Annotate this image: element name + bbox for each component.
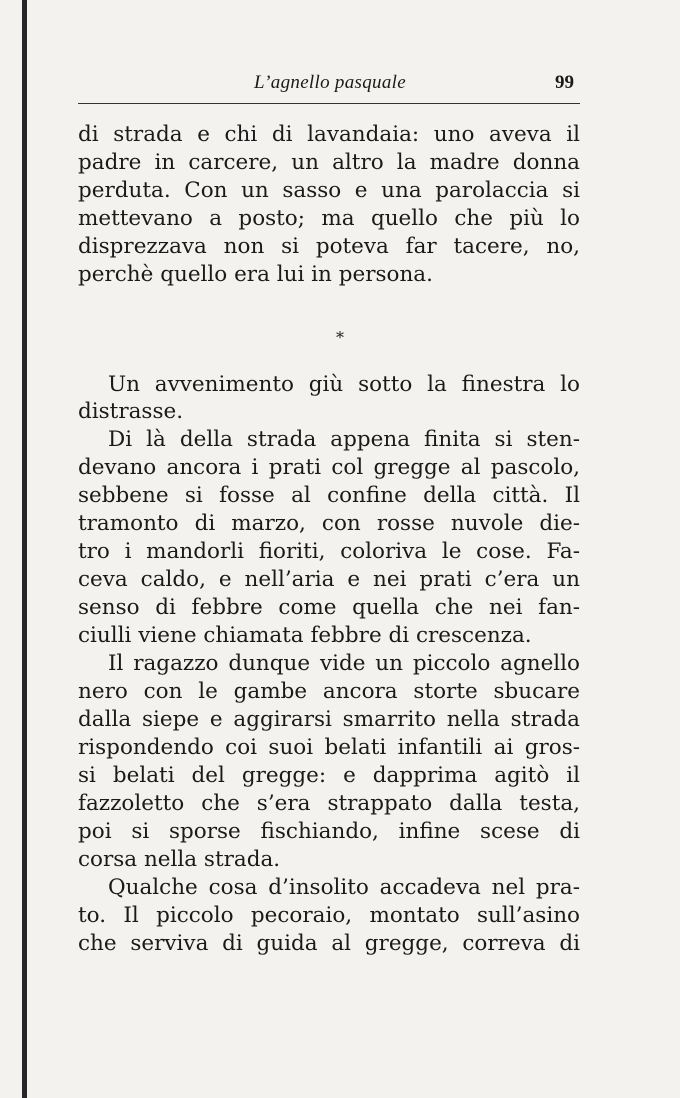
text-line: poi si sporse fischiando, infine scese di — [78, 819, 580, 844]
text-line: di strada e chi di lavandaia: uno aveva il — [78, 122, 580, 147]
text-line: sebbene si fosse al confine della città. Il — [78, 483, 580, 508]
text-line: Qualche cosa d’insolito accadeva nel pra- — [108, 875, 580, 900]
text-line: ceva caldo, e nell’aria e nei prati c’era un — [78, 567, 580, 592]
text-line: tro i mandorli fioriti, coloriva le cose. Fa- — [78, 539, 580, 564]
text-line: corsa nella strada. — [78, 847, 281, 872]
text-line: nero con le gambe ancora storte sbucare — [78, 679, 580, 704]
text-line: devano ancora i prati col gregge al pascolo, — [78, 455, 580, 480]
text-line: mettevano a posto; ma quello che più lo — [78, 206, 580, 231]
text-line: padre in carcere, un altro la madre donna — [78, 150, 580, 175]
page-header — [78, 68, 580, 108]
page-binding-edge — [22, 0, 27, 1098]
text-line: distrasse. — [78, 399, 184, 424]
section-separator: * — [336, 328, 344, 347]
text-line: Il ragazzo dunque vide un piccolo agnello — [108, 651, 580, 676]
text-line: che serviva di guida al gregge, correva di — [78, 931, 580, 956]
header-rule — [78, 103, 580, 104]
text-line: Un avvenimento giù sotto la finestra lo — [108, 372, 580, 397]
text-line: fazzoletto che s’era strappato dalla testa, — [78, 791, 580, 816]
text-line: rispondendo coi suoi belati infantili ai gros- — [78, 735, 580, 760]
text-line: senso di febbre come quella che nei fan- — [78, 595, 580, 620]
text-line: disprezzava non si poteva far tacere, no, — [78, 234, 580, 259]
text-line: to. Il piccolo pecoraio, montato sull’asino — [78, 903, 580, 928]
text-line: Di là della strada appena finita si sten- — [108, 427, 580, 452]
page-number: 99 — [555, 72, 574, 93]
text-line: dalla siepe e aggirarsi smarrito nella strada — [78, 707, 580, 732]
text-line: ciulli viene chiamata febbre di crescenza. — [78, 623, 532, 648]
text-line: perchè quello era lui in persona. — [78, 262, 433, 287]
text-line: tramonto di marzo, con rosse nuvole die- — [78, 511, 580, 536]
text-line: perduta. Con un sasso e una parolaccia si — [78, 178, 580, 203]
running-title: L’agnello pasquale — [254, 72, 406, 93]
text-line: si belati del gregge: e dapprima agitò il — [78, 763, 580, 788]
